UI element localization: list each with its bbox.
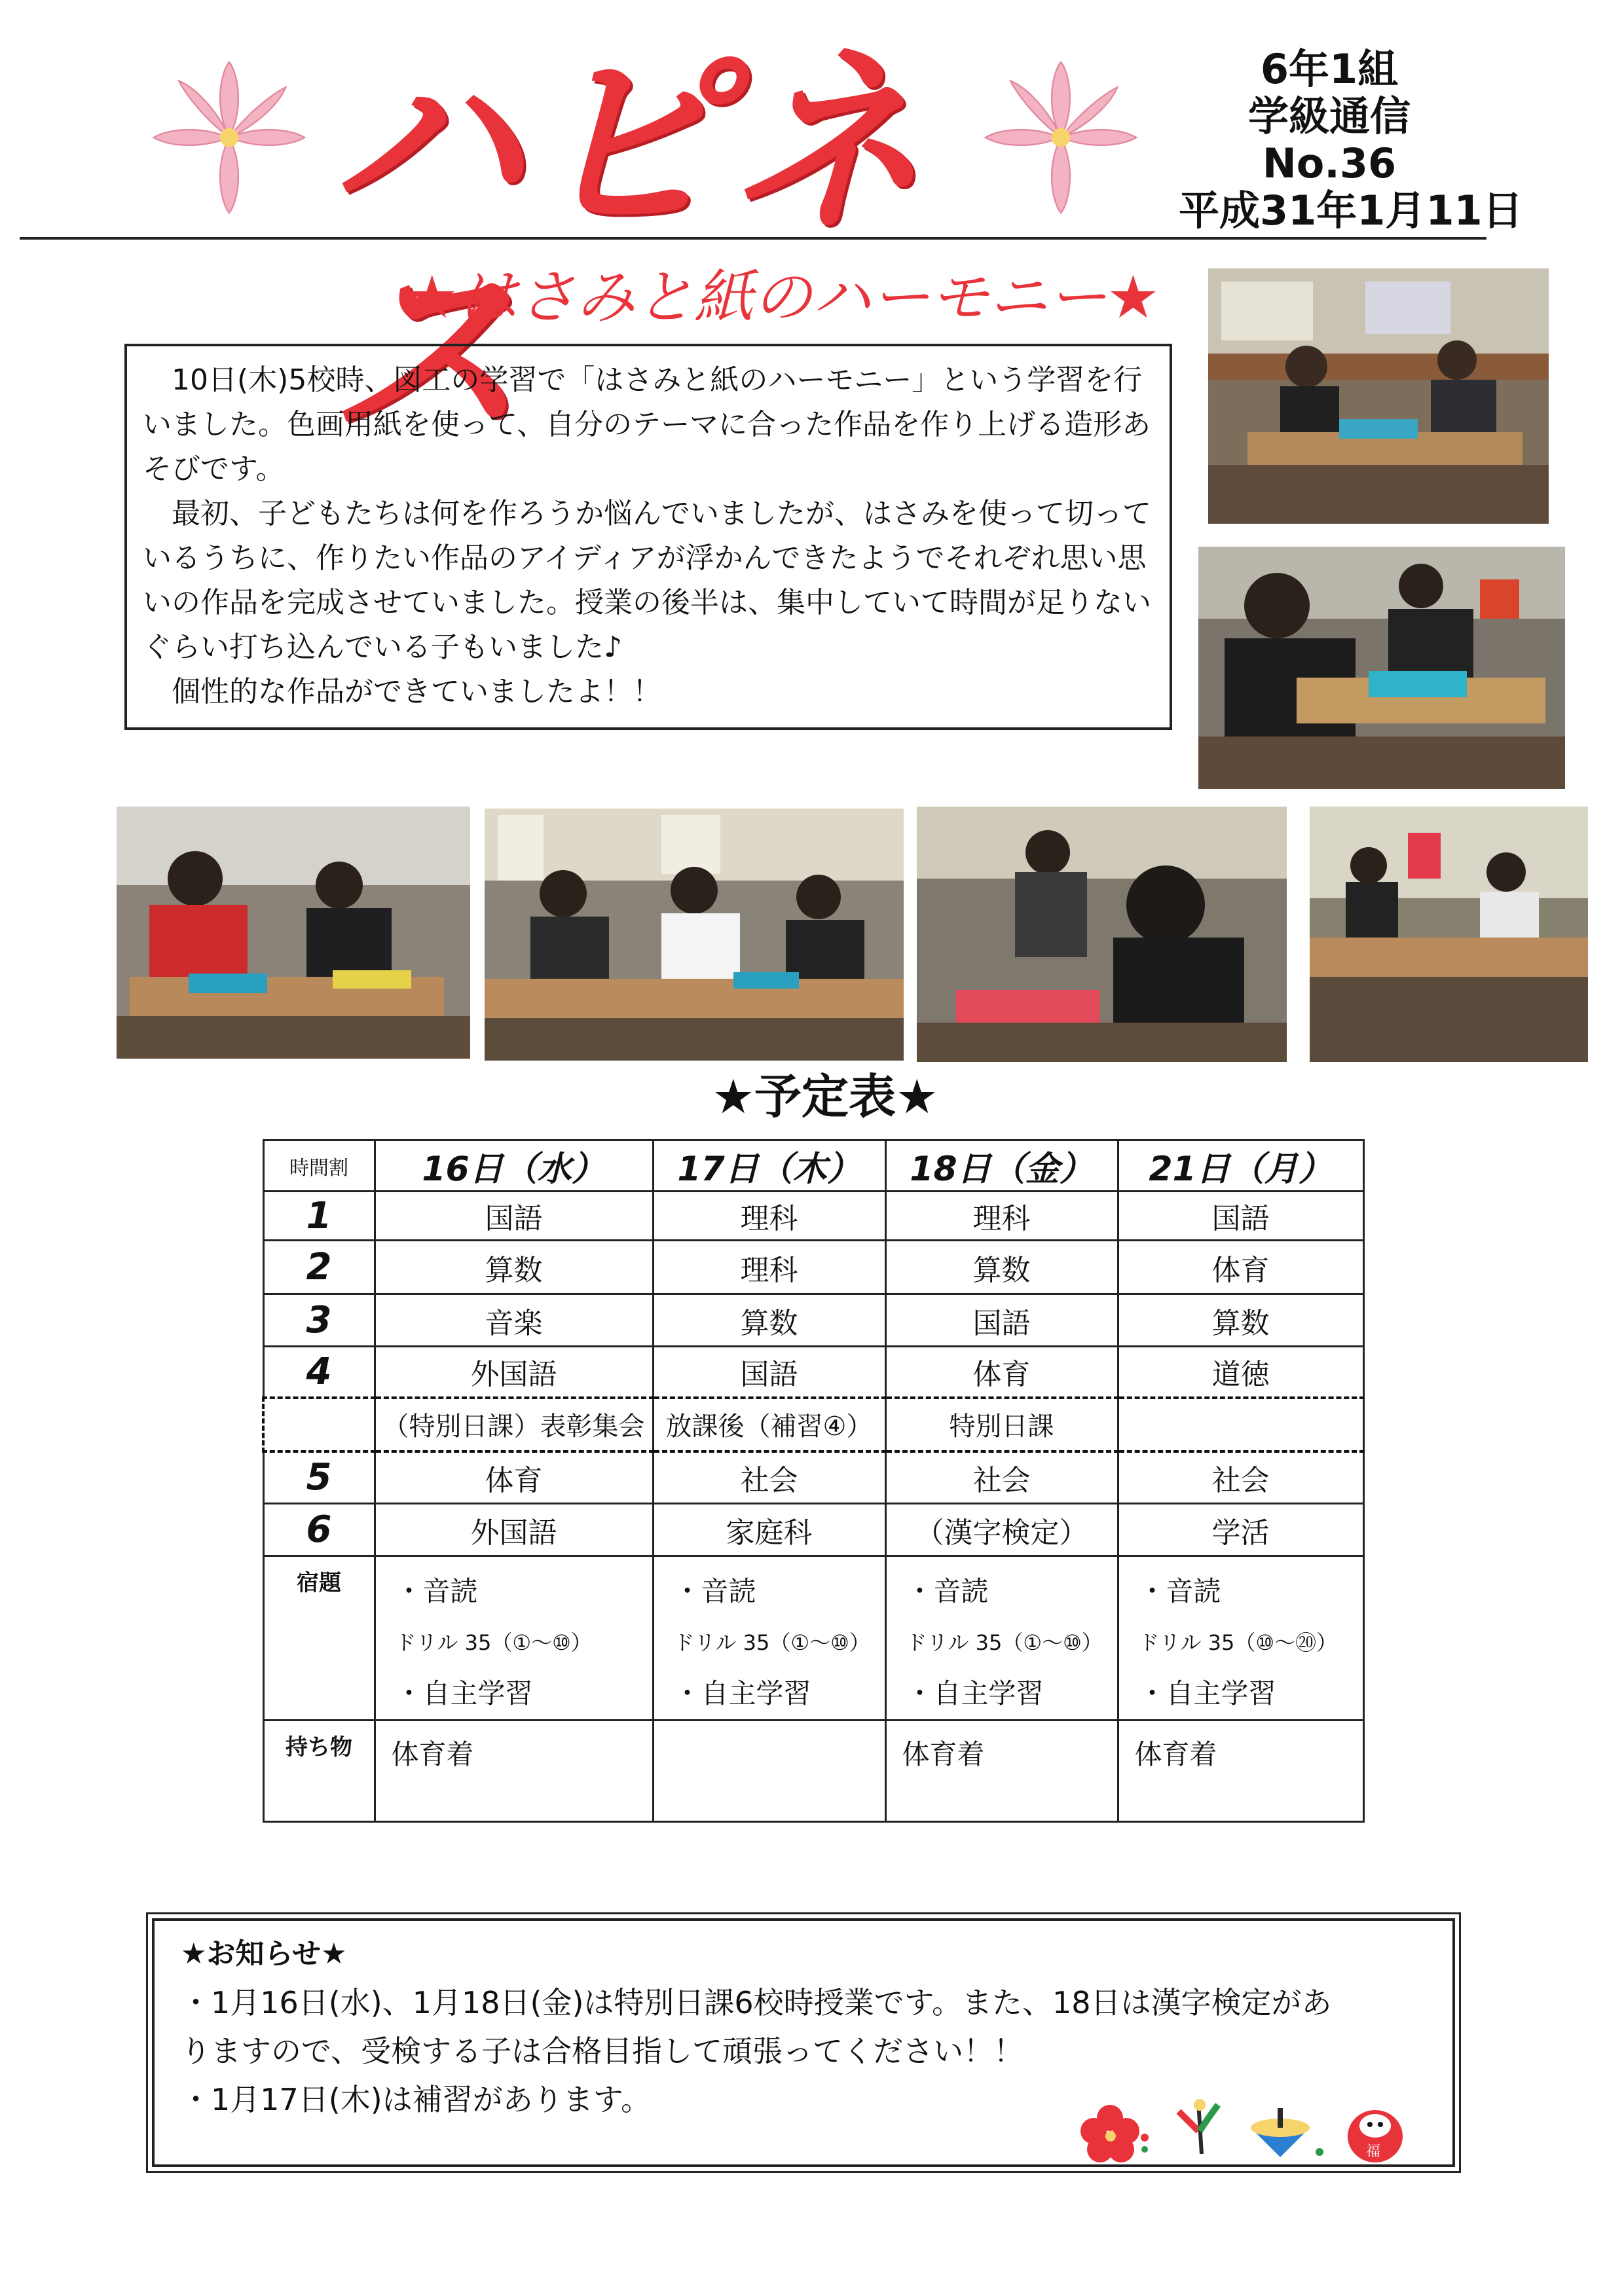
- flower-decoration-right-icon: [982, 59, 1139, 216]
- spinning-top-icon: [1251, 2108, 1323, 2157]
- subject-cell: 体育: [885, 1347, 1118, 1398]
- homework-drill: ドリル 35（①〜⑩）: [906, 1630, 1103, 1655]
- subject-cell: 社会: [653, 1451, 885, 1504]
- period-row: [263, 1241, 1363, 1294]
- period-number: 3: [263, 1294, 375, 1347]
- schedule-header-row: [263, 1140, 1363, 1192]
- subject-cell: 理科: [885, 1192, 1118, 1241]
- article-paragraph: 最初、子どもたちは何を作ろうか悩んでいましたが、はさみを使って切っているうちに、作りたい作品のアイディアが浮かんできたようでそれぞれ思い思いの作品を完成させていました。授業の後半は、集中していて時間が足りないぐらい打ち込んでいる子もいました♪: [143, 497, 1151, 664]
- subject-cell: 算数: [375, 1241, 653, 1294]
- items-row: [263, 1721, 1363, 1822]
- homework-self-study: ・自主学習: [395, 1677, 533, 1709]
- homework-reading: ・音読: [673, 1575, 756, 1607]
- subject-cell: 社会: [885, 1451, 1118, 1504]
- daruma-icon: [1348, 2110, 1403, 2162]
- class-photo-6: [1310, 807, 1588, 1062]
- header-divider: [20, 237, 1486, 240]
- period-row: [263, 1192, 1363, 1241]
- subject-cell: 理科: [653, 1192, 885, 1241]
- class-photo-4: [485, 809, 904, 1061]
- class-name: 6年1組: [1260, 45, 1399, 93]
- notice-title: ★お知らせ★: [181, 1937, 347, 1971]
- subject-cell: 外国語: [375, 1347, 653, 1398]
- period-row: [263, 1294, 1363, 1347]
- newsletter-meta: [1179, 45, 1523, 234]
- items-cell: 体育着: [375, 1721, 653, 1822]
- hagoita-icon: [1179, 2099, 1218, 2154]
- class-photo-2: [1198, 547, 1565, 789]
- svg-text:福: 福: [1366, 2143, 1381, 2160]
- subject-cell: 体育: [1118, 1241, 1363, 1294]
- homework-drill: ドリル 35（①〜⑩）: [395, 1630, 592, 1655]
- subject-cell: 外国語: [375, 1504, 653, 1556]
- subject-cell: 国語: [885, 1294, 1118, 1347]
- period-number: 1: [263, 1192, 375, 1241]
- subject-cell: 国語: [653, 1347, 885, 1398]
- class-photo-1: [1208, 268, 1549, 524]
- period-row: [263, 1504, 1363, 1556]
- subject-cell: 国語: [375, 1192, 653, 1241]
- day-header: 18日（金）: [885, 1140, 1118, 1192]
- issue-number: No.36: [1262, 139, 1397, 187]
- homework-label: 宿題: [263, 1556, 375, 1721]
- period-row: [263, 1451, 1363, 1504]
- subject-cell: 道徳: [1118, 1347, 1363, 1398]
- subject-cell: （漢字検定）: [885, 1504, 1118, 1556]
- timetable-label: 時間割: [263, 1140, 375, 1192]
- homework-self-study: ・自主学習: [673, 1677, 811, 1709]
- homework-drill: ドリル 35（①〜⑩）: [673, 1630, 870, 1655]
- homework-cell: [885, 1556, 1118, 1721]
- flower-decoration-left-icon: [151, 59, 308, 216]
- newsletter-label: 学級通信: [1247, 92, 1411, 140]
- homework-reading: ・音読: [1138, 1575, 1221, 1607]
- notice-line: りますので、受検する子は合格目指して頑張ってください！！: [181, 2033, 1024, 2069]
- class-photo-3: [117, 807, 470, 1059]
- homework-reading: ・音読: [906, 1575, 989, 1607]
- items-cell: 体育着: [885, 1721, 1118, 1822]
- subject-cell: 国語: [1118, 1192, 1363, 1241]
- article-paragraph: 10日(木)5校時、図工の学習で「はさみと紙のハーモニー」という学習を行いました。色画用紙を使って、自分のテーマに合った作品を作り上げる造形あそびです。: [143, 363, 1151, 486]
- class-photo-5: [917, 807, 1287, 1062]
- day-header: 16日（水）: [375, 1140, 653, 1192]
- special-cell: 放課後（補習④）: [653, 1398, 885, 1451]
- special-schedule-row: [263, 1398, 1363, 1451]
- subject-cell: 理科: [653, 1241, 885, 1294]
- day-header: 21日（月）: [1118, 1140, 1363, 1192]
- homework-self-study: ・自主学習: [1138, 1677, 1276, 1709]
- items-label: 持ち物: [263, 1721, 375, 1822]
- day-header: 17日（木）: [653, 1140, 885, 1192]
- notice-line: ・1月17日(木)は補習があります。: [181, 2082, 652, 2117]
- period-number: 6: [263, 1504, 375, 1556]
- homework-cell: [653, 1556, 885, 1721]
- subject-cell: 家庭科: [653, 1504, 885, 1556]
- special-cell: [1118, 1398, 1363, 1451]
- homework-self-study: ・自主学習: [906, 1677, 1044, 1709]
- subject-cell: 社会: [1118, 1451, 1363, 1504]
- period-number: 5: [263, 1451, 375, 1504]
- special-cell: （特別日課）表彰集会: [375, 1398, 653, 1451]
- subject-cell: 音楽: [375, 1294, 653, 1347]
- homework-cell: [1118, 1556, 1363, 1721]
- article-body: [124, 344, 1172, 730]
- issue-date: 平成31年1月11日: [1179, 187, 1523, 234]
- notice-line: ・1月16日(水)、1月18日(金)は特別日課6校時授業です。また、18日は漢字検定があ: [181, 1985, 1332, 2020]
- new-year-decoration-icon: [1074, 2092, 1428, 2164]
- special-row-label: [263, 1398, 375, 1451]
- period-row: [263, 1347, 1363, 1398]
- article-title: ★はさみと紙のハーモニー★: [405, 263, 1160, 332]
- subject-cell: 算数: [653, 1294, 885, 1347]
- subject-cell: 算数: [885, 1241, 1118, 1294]
- subject-cell: 算数: [1118, 1294, 1363, 1347]
- special-cell: 特別日課: [885, 1398, 1118, 1451]
- newsletter-title: ハピネス: [327, 29, 929, 467]
- homework-drill: ドリル 35（⑩〜⑳）: [1138, 1630, 1338, 1655]
- article-paragraph: 個性的な作品ができていましたよ！！: [172, 675, 661, 708]
- homework-cell: [375, 1556, 653, 1721]
- schedule-title: ★予定表★: [712, 1069, 938, 1124]
- homework-reading: ・音読: [395, 1575, 478, 1607]
- subject-cell: 体育: [375, 1451, 653, 1504]
- period-number: 2: [263, 1241, 375, 1294]
- items-cell: 体育着: [1118, 1721, 1363, 1822]
- plum-blossom-icon: [1080, 2105, 1149, 2162]
- period-number: 4: [263, 1347, 375, 1398]
- schedule-table: [262, 1139, 1365, 1823]
- homework-row: [263, 1556, 1363, 1721]
- items-cell: [653, 1721, 885, 1822]
- subject-cell: 学活: [1118, 1504, 1363, 1556]
